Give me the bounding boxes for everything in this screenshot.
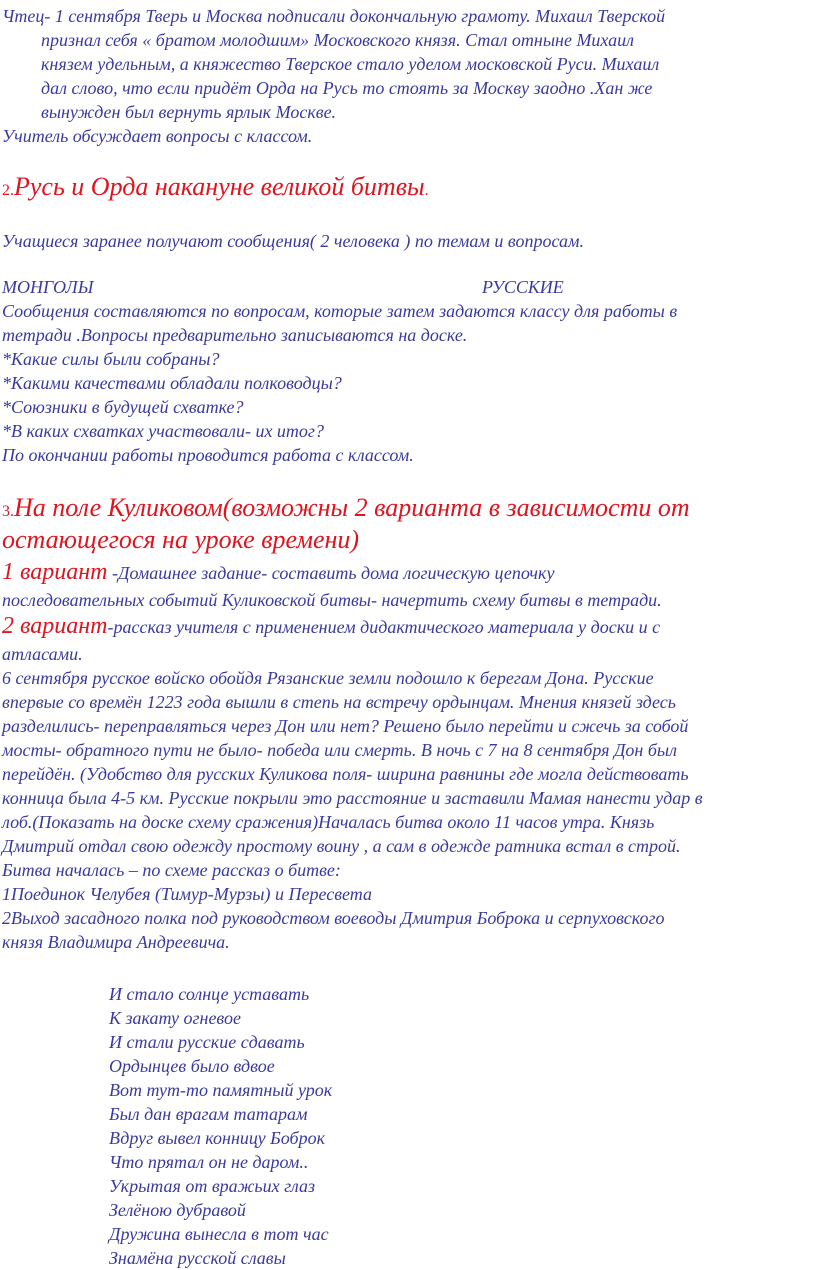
question-2: *Какими качествами обладали полководцы? (2, 373, 342, 393)
reader-line-2: признал себя « братом молодшим» Московского князя. Стал отныне Михаил (41, 30, 635, 50)
variant-1-label: 1 вариант (2, 559, 108, 585)
poem-line-1: И стало солнце уставать (109, 984, 310, 1004)
battle-line-9: Битва началась – по схеме рассказ о битве: (2, 860, 341, 880)
section-2-intro: Учащиеся заранее получают сообщения( 2 человека ) по темам и вопросам. (2, 231, 584, 251)
column-mongols: МОНГОЛЫ (2, 277, 94, 297)
section-3-heading-line-1 (2, 492, 690, 528)
section-2-para-1: Сообщения составляются по вопросам, которые затем задаются классу для работы в (2, 301, 678, 321)
section-2-dot: . (424, 182, 429, 199)
battle-line-6: конница была 4-5 км. Русские покрыли это расстояние и заставили Мамая нанести удар в (2, 788, 703, 808)
battle-line-11: 2Выход засадного полка под руководством воеводы Дмитрия Боброка и серпуховского (2, 908, 665, 928)
battle-line-3: разделились- переправляться через Дон или нет? Решено было перейти и сжечь за собой (2, 716, 689, 736)
battle-line-7: лоб.(Показать на доске схему сражения)Началась битва около 11 часов утра. Князь (2, 812, 655, 832)
section-2-heading (2, 171, 429, 207)
section-3-title: На поле Куликовом(возможны 2 варианта в зависимости от (14, 493, 690, 522)
battle-line-4: мосты- обратного пути не было- победа или смерть. В ночь с 7 на 8 сентября Дон был (2, 740, 677, 760)
variant-2-line-2: атласами. (2, 644, 83, 664)
section-3-number: 3. (2, 503, 14, 520)
poem-line-7: Вдруг вывел конницу Боброк (109, 1128, 325, 1148)
section-2-para-2: тетради .Вопросы предварительно записываются на доске. (2, 325, 468, 345)
poem-line-12: Знамёна русской славы (109, 1248, 286, 1268)
poem-line-5: Вот тут-то памятный урок (109, 1080, 333, 1100)
section-3-heading-line-2: остающегося на уроке времени) (2, 525, 360, 554)
poem-line-9: Укрытая от вражьих глаз (109, 1176, 315, 1196)
teacher-discussion: Учитель обсуждает вопросы с классом. (2, 126, 313, 146)
poem-line-8: Что прятал он не даром.. (109, 1152, 309, 1172)
question-3: *Союзники в будущей схватке? (2, 397, 244, 417)
battle-line-12: князя Владимира Андреевича. (2, 932, 230, 952)
battle-line-1: 6 сентября русское войско обойдя Рязанские земли подошло к берегам Дона. Русские (2, 668, 654, 688)
poem-line-11: Дружина вынесла в тот час (109, 1224, 329, 1244)
variant-1-line (2, 560, 554, 585)
question-4: *В каких схватках участвовали- их итог? (2, 421, 324, 441)
variant-1-line-2: последовательных событий Куликовской битвы- начертить схему битвы в тетради. (2, 590, 662, 610)
poem-line-6: Был дан врагам татарам (109, 1104, 308, 1124)
poem-line-4: Ордынцев было вдвое (109, 1056, 275, 1076)
reader-line-1: Чтец- 1 сентября Тверь и Москва подписали докончальную грамоту. Михаил Тверской (2, 6, 666, 26)
battle-line-10: 1Поединок Челубея (Тимур-Мурзы) и Пересвета (2, 884, 372, 904)
reader-line-3: князем удельным, а княжество Тверское стало уделом московской Руси. Михаил (41, 54, 660, 74)
poem-line-3: И стали русские сдавать (109, 1032, 305, 1052)
battle-line-5: перейдён. (Удобство для русских Куликова поля- ширина равнины где могла действовать (2, 764, 689, 784)
reader-line-5: вынужден был вернуть ярлык Москве. (41, 102, 337, 122)
section-2-number: 2. (2, 182, 14, 199)
poem-line-2: К закату огневое (109, 1008, 241, 1028)
section-2-end: По окончании работы проводится работа с классом. (2, 445, 414, 465)
column-russians: РУССКИЕ (482, 277, 564, 297)
battle-line-8: Дмитрий отдал свою одежду простому воину , а сам в одежде ратника встал в строй. (2, 836, 681, 856)
variant-2-line (2, 614, 660, 639)
reader-line-4: дал слово, что если придёт Орда на Русь то стоять за Москву заодно .Хан же (41, 78, 653, 98)
variant-2-label: 2 вариант (2, 613, 108, 639)
variant-2-text: -рассказ учителя с применением дидактического материала у доски и с (107, 617, 661, 637)
variant-1-text: -Домашнее задание- составить дома логическую цепочку (107, 563, 555, 583)
battle-line-2: впервые со времён 1223 года вышли в степь на встречу ордынцам. Мнения князей здесь (2, 692, 676, 712)
poem-line-10: Зелёною дубравой (109, 1200, 246, 1220)
section-2-title: Русь и Орда накануне великой битвы (14, 172, 425, 201)
question-1: *Какие силы были собраны? (2, 349, 220, 369)
